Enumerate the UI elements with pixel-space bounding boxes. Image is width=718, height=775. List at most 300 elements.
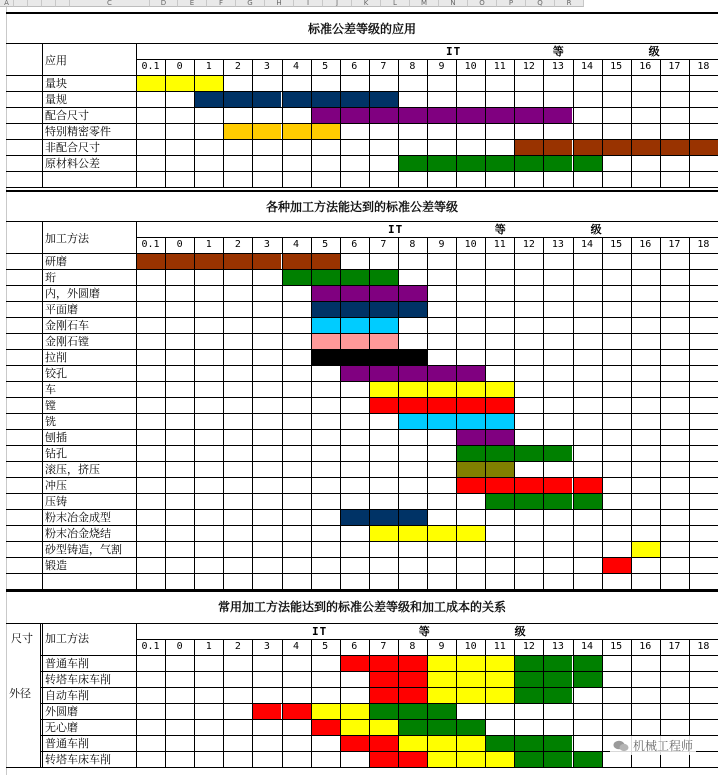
column-grade-label: 15	[610, 61, 623, 72]
row-label: 研磨	[45, 255, 67, 268]
table-border-top	[6, 590, 718, 592]
sheet-column-header[interactable]: I	[294, 0, 323, 7]
grade-fill-cell	[457, 414, 485, 429]
grade-fill-cell	[661, 140, 689, 155]
grade-fill-cell	[544, 736, 572, 751]
grade-fill-cell	[515, 656, 543, 671]
row-label: 车	[45, 383, 56, 396]
grade-fill-cell	[370, 398, 398, 413]
grade-fill-cell	[544, 656, 572, 671]
grade-fill-cell	[515, 156, 543, 171]
grade-fill-cell	[632, 140, 660, 155]
row-label: 压铸	[45, 495, 67, 508]
size-head-label: 尺寸	[11, 632, 33, 645]
grade-fill-cell	[428, 156, 456, 171]
grade-fill-cell	[428, 414, 456, 429]
grade-fill-cell	[312, 720, 340, 735]
column-grade-label: 4	[293, 239, 300, 250]
column-grade-label: 9	[438, 61, 445, 72]
it-grade-label: IT 等 级	[446, 45, 661, 58]
column-grade-label: 13	[551, 61, 564, 72]
grade-fill-cell	[515, 752, 543, 767]
grade-fill-cell	[370, 752, 398, 767]
grade-fill-cell	[486, 382, 514, 397]
column-grade-label: 1	[205, 61, 212, 72]
grade-fill-cell	[515, 672, 543, 687]
grade-fill-cell	[428, 366, 456, 381]
grade-fill-cell	[486, 688, 514, 703]
row-line	[6, 445, 718, 446]
column-grade-label: 11	[493, 239, 506, 250]
grade-fill-cell	[399, 366, 427, 381]
row-label: 量块	[45, 77, 67, 90]
grade-fill-cell	[457, 398, 485, 413]
grade-fill-cell	[457, 752, 485, 767]
grade-fill-cell	[341, 302, 369, 317]
table-head-label: 加工方法	[45, 232, 89, 245]
row-line	[6, 573, 718, 574]
row-label: 普通车削	[45, 657, 89, 670]
sheet-column-header[interactable]: J	[323, 0, 352, 7]
column-grade-label: 8	[409, 239, 416, 250]
column-grade-label: 12	[522, 239, 535, 250]
sheet-column-header[interactable]: A	[0, 0, 14, 7]
grade-fill-cell	[457, 672, 485, 687]
grade-fill-cell	[486, 672, 514, 687]
grade-fill-cell	[195, 76, 223, 91]
grade-fill-cell	[312, 124, 340, 139]
sheet-column-header[interactable]	[56, 0, 70, 7]
grade-fill-cell	[515, 140, 543, 155]
grade-fill-cell	[457, 688, 485, 703]
sheet-column-header[interactable]	[14, 0, 28, 7]
grade-fill-cell	[428, 108, 456, 123]
column-grade-label: 13	[551, 239, 564, 250]
grade-fill-cell	[224, 254, 252, 269]
grade-fill-cell	[370, 270, 398, 285]
grade-fill-cell	[399, 156, 427, 171]
grade-fill-cell	[341, 350, 369, 365]
column-grade-label: 1	[205, 239, 212, 250]
row-label: 冲压	[45, 479, 67, 492]
sheet-column-header[interactable]: R	[555, 0, 584, 7]
column-grade-label: 14	[581, 61, 594, 72]
column-grade-label: 3	[263, 61, 270, 72]
grade-fill-cell	[428, 656, 456, 671]
sheet-column-header[interactable]: M	[410, 0, 439, 7]
grade-fill-cell	[486, 752, 514, 767]
grade-fill-cell	[283, 254, 311, 269]
sheet-column-header[interactable]: H	[265, 0, 294, 7]
column-grade-label: 5	[322, 61, 329, 72]
grade-fill-cell	[283, 270, 311, 285]
grade-fill-cell	[341, 366, 369, 381]
it-grade-label: IT 等 级	[312, 625, 527, 638]
table-bottom-line	[6, 767, 718, 768]
column-grade-label: 0	[176, 641, 183, 652]
column-grade-label: 4	[293, 61, 300, 72]
table-bottom-line	[6, 187, 718, 188]
row-label: 粉末冶金烧结	[45, 527, 111, 540]
grade-fill-cell	[312, 108, 340, 123]
row-line	[6, 397, 718, 398]
grade-fill-cell	[457, 366, 485, 381]
column-grade-label: 4	[293, 641, 300, 652]
grade-fill-cell	[457, 462, 485, 477]
row-label: 量规	[45, 93, 67, 106]
grade-fill-cell	[341, 318, 369, 333]
row-line	[6, 381, 718, 382]
grade-fill-cell	[515, 478, 543, 493]
grade-fill-cell	[574, 140, 602, 155]
table-title: 常用加工方法能达到的标准公差等级和加工成本的关系	[217, 600, 506, 614]
grade-fill-cell	[399, 350, 427, 365]
sheet-column-header[interactable]: N	[439, 0, 468, 7]
grade-fill-cell	[457, 430, 485, 445]
grade-fill-cell	[574, 752, 602, 767]
grade-fill-cell	[370, 688, 398, 703]
grade-fill-cell	[166, 254, 194, 269]
grade-fill-cell	[399, 526, 427, 541]
grade-fill-cell	[341, 720, 369, 735]
grade-fill-cell	[341, 656, 369, 671]
grade-fill-cell	[457, 736, 485, 751]
grade-fill-cell	[399, 656, 427, 671]
column-grade-label: 8	[409, 61, 416, 72]
sheet-column-header[interactable]	[42, 0, 56, 7]
grade-fill-cell	[137, 254, 165, 269]
grade-fill-cell	[370, 334, 398, 349]
row-label: 钻孔	[45, 447, 67, 460]
grade-fill-cell	[224, 124, 252, 139]
grade-fill-cell	[253, 704, 281, 719]
column-grade-label: 17	[668, 61, 681, 72]
grade-fill-cell	[399, 720, 427, 735]
column-grade-label: 9	[438, 641, 445, 652]
grade-fill-cell	[312, 704, 340, 719]
row-label: 珩	[45, 271, 56, 284]
grade-fill-cell	[312, 92, 340, 107]
grade-fill-cell	[457, 656, 485, 671]
grade-fill-cell	[399, 736, 427, 751]
grade-fill-cell	[486, 108, 514, 123]
grade-fill-cell	[253, 92, 281, 107]
row-line	[6, 123, 718, 124]
grade-fill-cell	[137, 76, 165, 91]
grade-fill-cell	[312, 334, 340, 349]
row-label: 滚压，挤压	[45, 463, 100, 476]
grade-fill-cell	[312, 350, 340, 365]
column-grade-label: 18	[697, 61, 710, 72]
group-label-outer-diameter: 外径	[9, 687, 31, 700]
table-title: 标准公差等级的应用	[307, 22, 416, 36]
grade-fill-cell	[166, 76, 194, 91]
table-border-header	[6, 221, 718, 222]
grade-fill-cell	[428, 720, 456, 735]
row-line	[6, 253, 718, 254]
grade-fill-cell	[253, 124, 281, 139]
grade-fill-cell	[341, 286, 369, 301]
row-line	[6, 413, 718, 414]
grade-fill-cell	[486, 462, 514, 477]
column-grade-label: 9	[438, 239, 445, 250]
sheet-column-header[interactable]: L	[381, 0, 410, 7]
sheet-column-header[interactable]: K	[352, 0, 381, 7]
grade-fill-cell	[603, 558, 631, 573]
row-label: 铰孔	[45, 367, 67, 380]
grade-fill-cell	[370, 704, 398, 719]
row-label: 镗	[45, 399, 56, 412]
table-border-top	[6, 190, 718, 192]
grade-fill-cell	[312, 270, 340, 285]
grade-fill-cell	[399, 302, 427, 317]
column-grade-label: 0.1	[141, 641, 160, 652]
row-label: 自动车削	[45, 689, 89, 702]
grade-fill-cell	[428, 752, 456, 767]
column-grade-label: 7	[380, 61, 387, 72]
column-grade-label: 2	[234, 641, 241, 652]
grade-fill-cell	[283, 704, 311, 719]
row-line	[6, 461, 718, 462]
column-grade-label: 0	[176, 61, 183, 72]
grade-fill-cell	[544, 688, 572, 703]
grade-fill-cell	[370, 286, 398, 301]
grade-fill-cell	[370, 736, 398, 751]
column-grade-label: 6	[351, 239, 358, 250]
sheet-column-header[interactable]: O	[468, 0, 497, 7]
grade-fill-cell	[457, 382, 485, 397]
grade-fill-cell	[312, 286, 340, 301]
grade-fill-cell	[341, 108, 369, 123]
row-line	[6, 429, 718, 430]
table-head-label: 加工方法	[45, 632, 89, 645]
grade-fill-cell	[515, 736, 543, 751]
row-line	[6, 75, 718, 76]
column-grade-label: 18	[697, 239, 710, 250]
table-border-top	[6, 12, 718, 14]
grade-fill-cell	[544, 494, 572, 509]
row-line	[6, 493, 718, 494]
column-grade-label: 17	[668, 239, 681, 250]
grade-fill-cell	[457, 156, 485, 171]
sheet-column-header[interactable]: C	[70, 0, 150, 7]
grade-fill-cell	[544, 140, 572, 155]
grade-fill-cell	[370, 672, 398, 687]
sheet-column-header[interactable]: E	[178, 0, 207, 7]
grade-fill-cell	[515, 108, 543, 123]
column-grade-label: 11	[493, 61, 506, 72]
grade-fill-cell	[428, 704, 456, 719]
grade-fill-cell	[603, 140, 631, 155]
column-grade-label: 15	[610, 239, 623, 250]
row-label: 转塔车床车削	[45, 673, 111, 686]
grade-fill-cell	[399, 752, 427, 767]
grade-fill-cell	[544, 446, 572, 461]
grade-fill-cell	[341, 510, 369, 525]
column-grade-label: 5	[322, 239, 329, 250]
watermark-text: 机械工程师	[632, 739, 693, 753]
table-title: 各种加工方法能达到的标准公差等级	[265, 200, 458, 214]
column-grade-label: 10	[464, 641, 477, 652]
row-label: 内，外圆磨	[45, 287, 100, 300]
grade-fill-cell	[574, 672, 602, 687]
column-grade-label: 13	[551, 641, 564, 652]
column-grade-label: 2	[234, 239, 241, 250]
watermark	[610, 736, 696, 755]
size-col-line	[40, 623, 41, 767]
row-label: 配合尺寸	[45, 109, 89, 122]
row-label: 原材料公差	[45, 157, 100, 170]
grade-fill-cell	[428, 688, 456, 703]
column-grade-label: 16	[639, 239, 652, 250]
row-label: 外圆磨	[45, 705, 78, 718]
column-grade-label: 0.1	[141, 239, 160, 250]
grade-fill-cell	[574, 478, 602, 493]
grade-fill-cell	[457, 526, 485, 541]
grade-fill-cell	[341, 736, 369, 751]
row-label: 平面磨	[45, 303, 78, 316]
grade-fill-cell	[253, 254, 281, 269]
grade-fill-cell	[486, 446, 514, 461]
grade-fill-cell	[428, 526, 456, 541]
grade-fill-cell	[224, 92, 252, 107]
grade-fill-cell	[341, 92, 369, 107]
grade-fill-cell	[399, 414, 427, 429]
grade-fill-cell	[399, 688, 427, 703]
grade-fill-cell	[457, 478, 485, 493]
row-label: 特别精密零件	[45, 125, 111, 138]
column-grade-label: 5	[322, 641, 329, 652]
column-grade-label: 1	[205, 641, 212, 652]
grade-fill-cell	[457, 720, 485, 735]
grade-fill-cell	[544, 108, 572, 123]
column-grade-label: 8	[409, 641, 416, 652]
grade-fill-cell	[195, 92, 223, 107]
row-label: 拉削	[45, 351, 67, 364]
column-grade-label: 3	[263, 641, 270, 652]
column-grade-label: 14	[581, 239, 594, 250]
it-grade-label: IT 等 级	[388, 223, 603, 236]
grade-fill-cell	[341, 270, 369, 285]
sheet-column-header[interactable]: G	[236, 0, 265, 7]
column-grade-label: 12	[522, 61, 535, 72]
column-grade-label: 18	[697, 641, 710, 652]
grade-fill-cell	[370, 526, 398, 541]
grade-fill-cell	[486, 736, 514, 751]
grade-fill-cell	[399, 398, 427, 413]
grade-fill-cell	[370, 656, 398, 671]
row-line	[6, 477, 718, 478]
wechat-icon	[613, 740, 629, 752]
grade-fill-cell	[486, 398, 514, 413]
sheet-column-header[interactable]: D	[150, 0, 178, 7]
grade-fill-cell	[632, 542, 660, 557]
sheet-column-header[interactable]	[28, 0, 42, 7]
grade-fill-cell	[486, 478, 514, 493]
column-grade-label: 15	[610, 641, 623, 652]
column-grade-label: 0	[176, 239, 183, 250]
grade-fill-cell	[457, 446, 485, 461]
row-label: 锻造	[45, 559, 67, 572]
grade-fill-cell	[312, 254, 340, 269]
sheet-column-header[interactable]: F	[207, 0, 236, 7]
grade-fill-cell	[370, 366, 398, 381]
column-grade-label: 7	[380, 239, 387, 250]
column-grade-label: 11	[493, 641, 506, 652]
column-grade-label: 12	[522, 641, 535, 652]
column-grade-label: 17	[668, 641, 681, 652]
column-grade-label: 16	[639, 641, 652, 652]
grade-fill-cell	[486, 414, 514, 429]
grade-fill-cell	[370, 720, 398, 735]
grade-fill-cell	[428, 736, 456, 751]
grade-fill-cell	[370, 510, 398, 525]
grade-fill-cell	[341, 334, 369, 349]
row-label: 砂型铸造，气割	[45, 543, 122, 556]
row-label: 铣	[45, 415, 56, 428]
grade-fill-cell	[195, 254, 223, 269]
row-label: 无心磨	[45, 721, 78, 734]
sheet-column-header[interactable]: Q	[526, 0, 555, 7]
grade-fill-cell	[312, 302, 340, 317]
grade-fill-cell	[283, 92, 311, 107]
sheet-column-header[interactable]: P	[497, 0, 526, 7]
grade-fill-cell	[370, 92, 398, 107]
grade-fill-cell	[399, 672, 427, 687]
grade-fill-cell	[486, 656, 514, 671]
grade-fill-cell	[515, 494, 543, 509]
grade-fill-cell	[428, 382, 456, 397]
grade-fill-cell	[574, 656, 602, 671]
grade-fill-cell	[399, 704, 427, 719]
grade-fill-cell	[544, 156, 572, 171]
column-grade-label: 6	[351, 641, 358, 652]
grade-fill-cell	[399, 510, 427, 525]
grade-fill-cell	[486, 156, 514, 171]
column-grade-label: 6	[351, 61, 358, 72]
row-label: 金刚石车	[45, 319, 89, 332]
grade-fill-cell	[312, 318, 340, 333]
grade-fill-cell	[399, 382, 427, 397]
grade-fill-cell	[370, 302, 398, 317]
grade-fill-cell	[515, 446, 543, 461]
grade-fill-cell	[690, 140, 718, 155]
column-grade-label: 2	[234, 61, 241, 72]
grade-fill-cell	[574, 156, 602, 171]
grade-fill-cell	[428, 398, 456, 413]
grade-fill-cell	[399, 286, 427, 301]
row-line	[6, 171, 718, 172]
row-label: 转塔车床车削	[45, 753, 111, 766]
table-head-label: 应用	[45, 54, 67, 67]
grade-fill-cell	[283, 124, 311, 139]
column-grade-label: 3	[263, 239, 270, 250]
grade-fill-cell	[341, 704, 369, 719]
row-line	[6, 525, 718, 526]
grade-fill-cell	[486, 494, 514, 509]
column-grade-label: 10	[464, 61, 477, 72]
row-label: 刨插	[45, 431, 67, 444]
grade-fill-cell	[428, 672, 456, 687]
grade-fill-cell	[544, 752, 572, 767]
grade-fill-cell	[370, 382, 398, 397]
grade-fill-cell	[370, 350, 398, 365]
grade-fill-cell	[486, 430, 514, 445]
column-grade-label: 14	[581, 641, 594, 652]
grade-fill-cell	[399, 108, 427, 123]
row-label: 非配合尺寸	[45, 141, 100, 154]
column-grade-label: 7	[380, 641, 387, 652]
